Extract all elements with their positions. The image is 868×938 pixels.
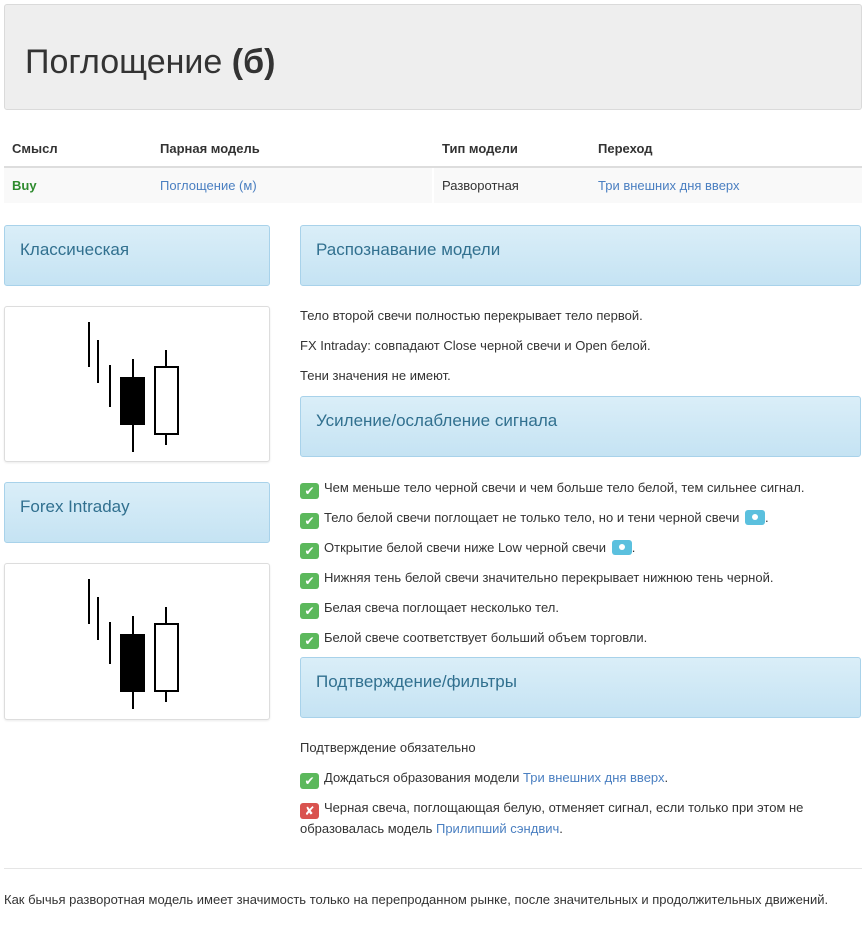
col-paired-model: Парная модель	[152, 130, 433, 167]
footer-note: Как бычья разворотная модель имеет значимость только на перепроданном рынке, после значительных и продолжительных движений.	[4, 892, 829, 907]
forex-pattern-image	[4, 563, 270, 720]
model-info-table	[4, 130, 862, 203]
list-item: ✔ Белой свече соответствует больший объем торговли.	[300, 628, 647, 649]
check-icon: ✔	[300, 773, 319, 789]
recognition-panel-heading: Распознавание модели	[300, 225, 861, 286]
recognition-line: FX Intraday: совпадают Close черной свечи и Open белой.	[300, 338, 651, 353]
list-item: ✔ Тело белой свечи поглощает не только тело, но и тени черной свечи .	[300, 508, 769, 529]
classic-pattern-image	[4, 306, 270, 462]
classic-panel-heading: Классическая	[4, 225, 270, 286]
list-item: ✔ Чем меньше тело черной свечи и чем больше тело белой, тем сильнее сигнал.	[300, 478, 804, 499]
stick-sandwich-link[interactable]: Прилипший сэндвич	[435, 821, 560, 836]
page-header	[4, 4, 862, 110]
list-item: ✔ Белая свеча поглощает несколько тел.	[300, 598, 559, 619]
meaning-value: Buy	[4, 167, 152, 203]
forex-panel-heading: Forex Intraday	[4, 482, 270, 543]
cross-icon: ✘	[300, 803, 319, 819]
list-item: ✔ Дождаться образования модели Три внешних дня вверх.	[300, 768, 668, 789]
info-icon[interactable]	[745, 510, 765, 525]
col-meaning: Смысл	[4, 130, 152, 167]
three-outside-up-link[interactable]: Три внешних дня вверх	[523, 770, 665, 785]
transition-link[interactable]: Три внешних дня вверх	[598, 178, 740, 193]
table-row	[4, 167, 862, 203]
confirm-required: Подтверждение обязательно	[300, 740, 476, 755]
info-icon[interactable]	[612, 540, 632, 555]
col-transition: Переход	[590, 130, 862, 167]
recognition-line: Тени значения не имеют.	[300, 368, 451, 383]
list-item: ✔ Открытие белой свечи ниже Low черной свечи .	[300, 538, 635, 559]
paired-model-link[interactable]: Поглощение (м)	[160, 178, 257, 193]
col-model-type: Тип модели	[433, 130, 590, 167]
signal-panel-heading: Усиление/ослабление сигнала	[300, 396, 861, 457]
divider	[4, 868, 862, 869]
list-item: ✘ Черная свеча, поглощающая белую, отменяет сигнал, если только при этом не образовалась модель Прилипший сэндвич.	[300, 800, 804, 836]
check-icon: ✔	[300, 633, 319, 649]
model-type-value: Разворотная	[433, 167, 590, 203]
candlestick-illustration	[5, 564, 269, 719]
list-item: ✔ Нижняя тень белой свечи значительно перекрывает нижнюю тень черной.	[300, 568, 773, 589]
confirm-panel-heading: Подтверждение/фильтры	[300, 657, 861, 718]
check-icon: ✔	[300, 543, 319, 559]
check-icon: ✔	[300, 513, 319, 529]
recognition-line: Тело второй свечи полностью перекрывает тело первой.	[300, 308, 643, 323]
check-icon: ✔	[300, 573, 319, 589]
candlestick-illustration	[5, 307, 269, 461]
page-title: Поглощение (б)	[25, 43, 276, 81]
check-icon: ✔	[300, 603, 319, 619]
check-icon: ✔	[300, 483, 319, 499]
